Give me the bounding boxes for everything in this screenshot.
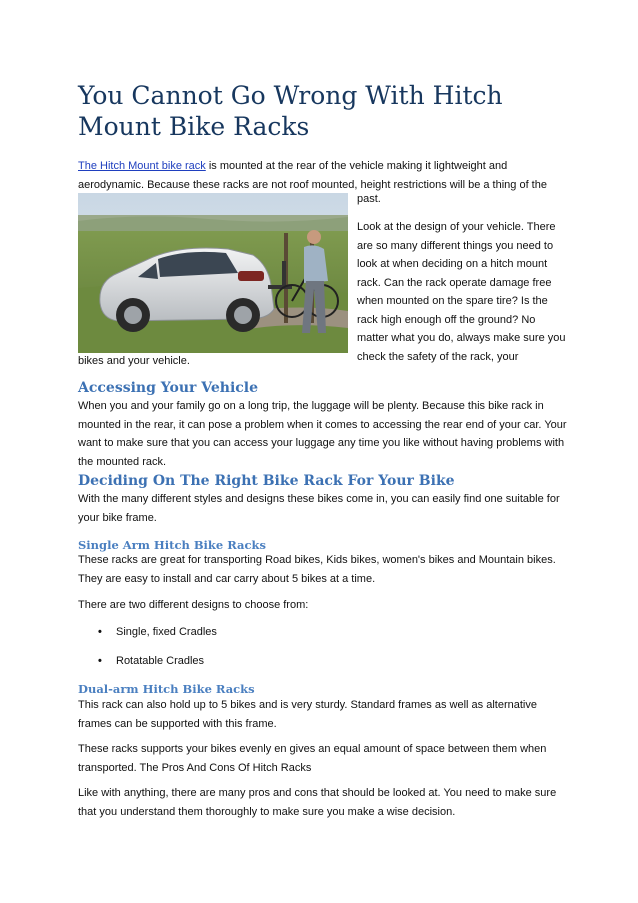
dual-arm-heading: Dual-arm Hitch Bike Racks	[78, 682, 255, 696]
bullet-text: Single, fixed Cradles	[116, 626, 217, 638]
single-arm-body: These racks are great for transporting Road bikes, Kids bikes, women's bikes and Mountain bikes. They are easy to install and car carry about 5 bikes at a time.	[78, 554, 556, 585]
car-bike-rack-photo	[78, 193, 348, 353]
intro-line2-text: aerodynamic. Because these racks are not roof mounted, height restrictions will be a thing of the	[78, 178, 547, 191]
deciding-bike-rack-body: With the many different styles and designs these bikes come in, you can easily find one suitable for your bike frame.	[78, 493, 560, 524]
intro-line1-text: is mounted at the rear of the vehicle making it lightweight and	[205, 160, 508, 172]
photo-illustration	[78, 193, 348, 353]
bullet-item-rotatable-cradles	[98, 653, 204, 669]
single-arm-heading: Single Arm Hitch Bike Racks	[78, 538, 266, 552]
intro-paragraph	[78, 157, 568, 194]
accessing-vehicle-heading: Accessing Your Vehicle	[78, 380, 259, 396]
vehicle-design-paragraph: Look at the design of your vehicle. There are so many different things you need to look at when deciding on a hitch mount rack. Can the rack operate damage free when mounted on the spare tire? Is the rack high enough off the ground? No matter what you do, always make sure you check the safety of the rack, your	[357, 221, 566, 363]
bullet-icon: •	[98, 626, 102, 638]
dual-arm-body: This rack can also hold up to 5 bikes and is very sturdy. Standard frames as well as alternative frames can be supported with this frame.	[78, 699, 537, 730]
page-title: You Cannot Go Wrong With Hitch Mount Bike Racks	[78, 81, 503, 141]
bullet-icon: •	[98, 655, 102, 667]
intro-past-text: past.	[357, 193, 381, 205]
deciding-bike-rack-heading: Deciding On The Right Bike Rack For Your Bike	[78, 473, 455, 489]
designs-intro: There are two different designs to choose from:	[78, 599, 309, 611]
bullet-text: Rotatable Cradles	[116, 655, 205, 667]
hitch-mount-bike-rack-link[interactable]: The Hitch Mount bike rack	[78, 160, 206, 172]
dual-arm-body-2: These racks supports your bikes evenly en gives an equal amount of space between them when transported. The Pros And Cons Of Hitch Racks	[78, 743, 547, 774]
pros-cons-body: Like with anything, there are many pros and cons that should be looked at. You need to make sure that you understand them thoroughly to make sure you make a wise decision.	[78, 787, 557, 818]
accessing-vehicle-body: When you and your family go on a long trip, the luggage will be plenty. Because this bike rack in mounted in the rear, it can pose a problem when it comes to accessing the rear end of your car. Your want to make sure that you can access your luggage any time you like without having problems with the mounted rack.	[78, 400, 567, 468]
vehicle-design-paragraph-end: bikes and your vehicle.	[78, 355, 190, 367]
bullet-item-fixed-cradles	[98, 624, 217, 640]
